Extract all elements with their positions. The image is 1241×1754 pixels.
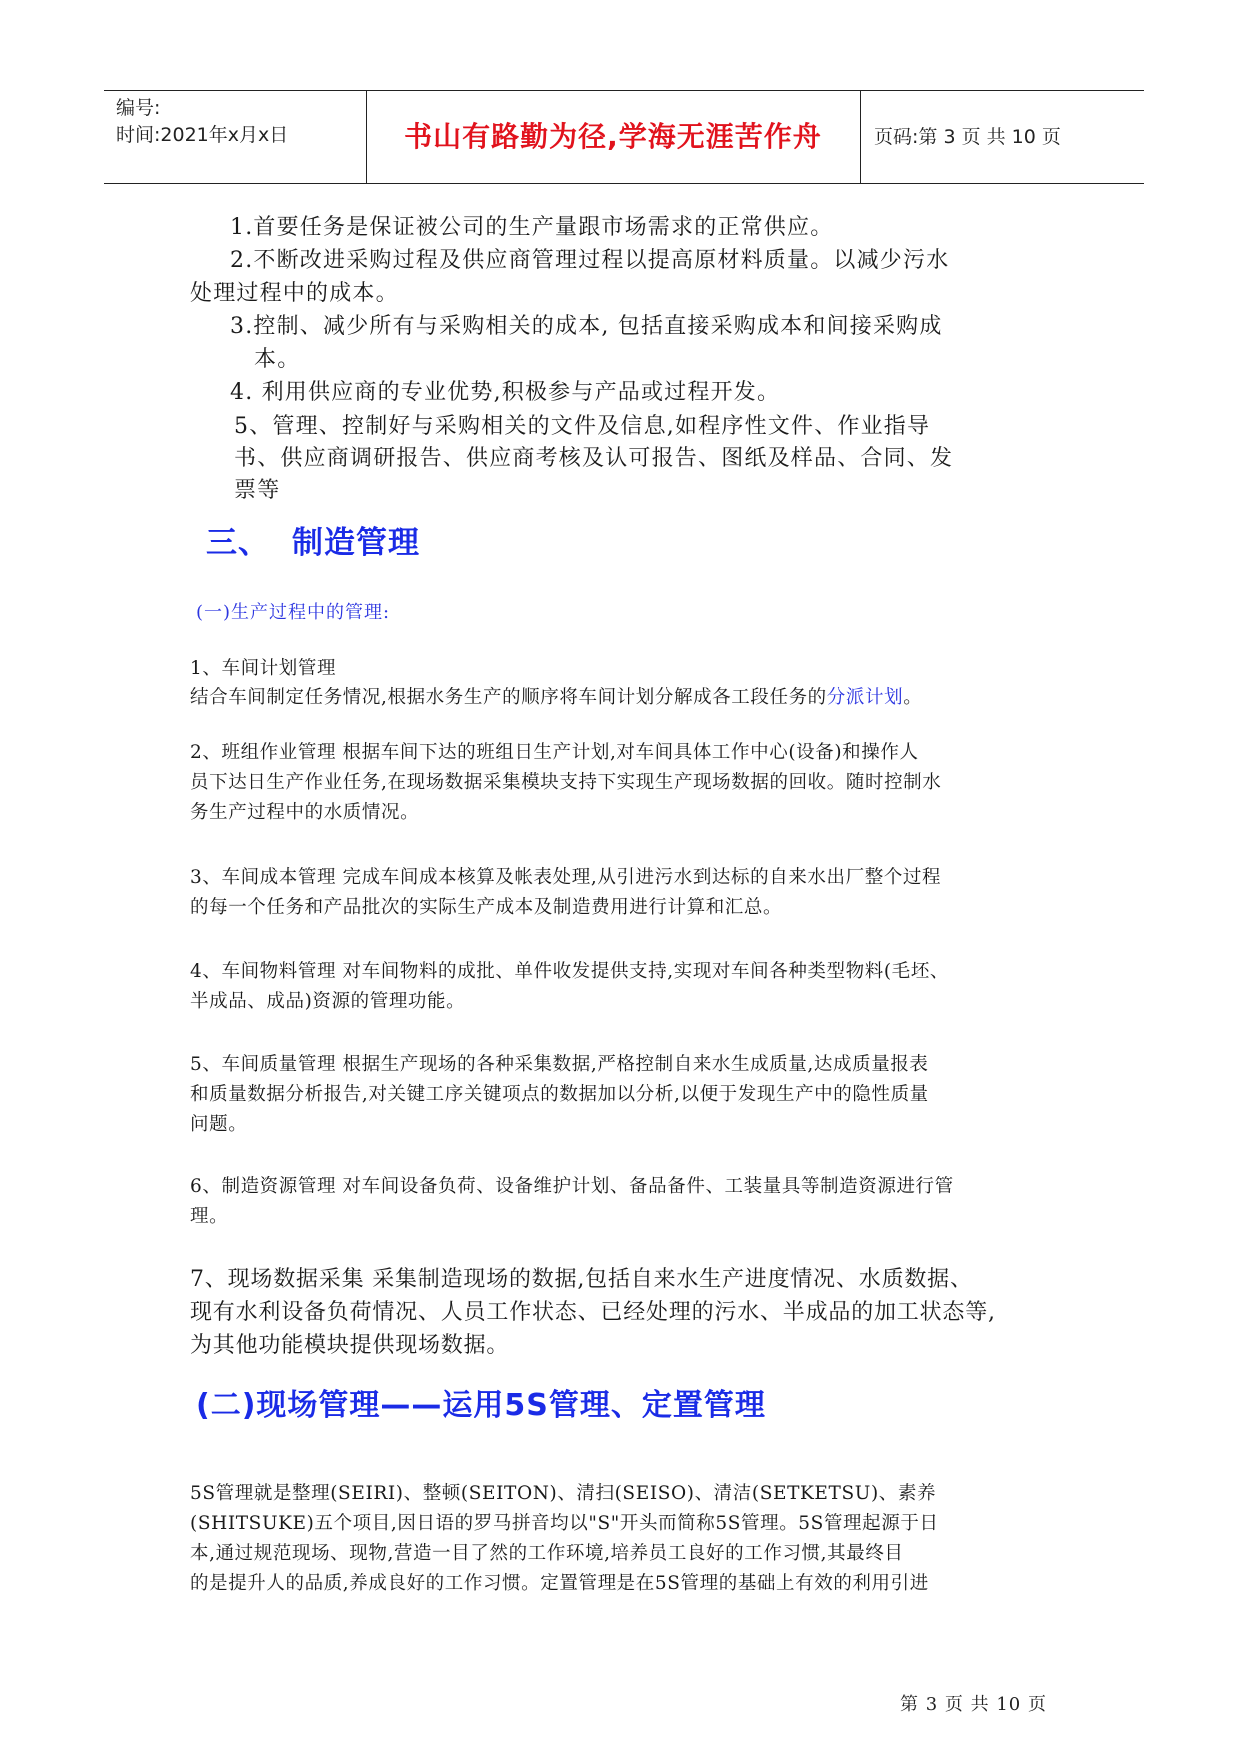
header-motto: 书山有路勤为径,学海无涯苦作舟: [404, 120, 822, 153]
task-line: 4. 利用供应商的专业优势,积极参与产品或过程开发。: [230, 380, 781, 405]
header-meta: [116, 95, 288, 149]
task-line: 票等: [234, 478, 281, 503]
task-line: 1.首要任务是保证被公司的生产量跟市场需求的正常供应。: [230, 215, 834, 240]
item-text: 6、制造资源管理 对车间设备负荷、设备维护计划、备品备件、工装量具等制造资源进行管: [190, 1176, 954, 1197]
task-line: 3.控制、减少所有与采购相关的成本, 包括直接采购成本和间接采购成: [230, 314, 943, 339]
item-text: 2、班组作业管理 根据车间下达的班组日生产计划,对车间具体工作中心(设备)和操作人: [190, 742, 919, 763]
paragraph-line: 本,通过规范现场、现物,营造一目了然的工作环境,培养员工良好的工作习惯,其最终目: [190, 1543, 904, 1564]
item-text: 现有水利设备负荷情况、人员工作状态、已经处理的污水、半成品的加工状态等,: [190, 1300, 996, 1325]
subsection-heading-2: (二)现场管理——运用5S管理、定置管理: [196, 1388, 766, 1423]
item-text: 理。: [190, 1206, 229, 1227]
task-line: 本。: [254, 347, 301, 372]
dispatch-plan-link[interactable]: 分派计划: [826, 687, 904, 708]
page-footer: 第 3 页 共 10 页: [900, 1694, 1047, 1715]
doc-time-label: 时间:2021年x月x日: [116, 124, 289, 146]
item-text: 为其他功能模块提供现场数据。: [190, 1333, 510, 1358]
subsection-heading: (一)生产过程中的管理:: [196, 602, 391, 623]
task-line: 处理过程中的成本。: [190, 281, 399, 306]
item-text: 5、车间质量管理 根据生产现场的各种采集数据,严格控制自来水生成质量,达成质量报表: [190, 1054, 929, 1075]
item-text-end: 。: [903, 687, 923, 708]
item-text: 7、现场数据采集 采集制造现场的数据,包括自来水生产进度情况、水质数据、: [190, 1267, 973, 1292]
header-table: [104, 90, 1144, 184]
section-heading: [206, 517, 442, 562]
item-text: [190, 683, 922, 712]
item-text: 和质量数据分析报告,对关键工序关键项点的数据加以分析,以便于发现生产中的隐性质量: [190, 1084, 929, 1105]
task-line: 书、供应商调研报告、供应商考核及认可报告、图纸及样品、合同、发: [234, 446, 954, 471]
item-text-body: 结合车间制定任务情况,根据水务生产的顺序将车间计划分解成各工段任务的: [190, 687, 827, 708]
section-title: 制造管理: [292, 525, 420, 561]
item-text: 员下达日生产作业任务,在现场数据采集模块支持下实现生产现场数据的回收。随时控制水: [190, 772, 942, 793]
task-line: 2.不断改进采购过程及供应商管理过程以提高原材料质量。以减少污水: [230, 248, 950, 273]
paragraph-line: 的是提升人的品质,养成良好的工作习惯。定置管理是在5S管理的基础上有效的利用引进: [190, 1573, 929, 1594]
item-text: 4、车间物料管理 对车间物料的成批、单件收发提供支持,实现对车间各种类型物料(毛坯、: [190, 961, 949, 982]
doc-number-label: 编号:: [116, 97, 161, 119]
task-line: 5、管理、控制好与采购相关的文件及信息,如程序性文件、作业指导: [234, 414, 931, 439]
header-page-label: 页码:第 3 页 共 10 页: [874, 126, 1061, 148]
section-number: 三、: [206, 525, 270, 561]
item-text: 务生产过程中的水质情况。: [190, 802, 420, 823]
item-title: 1、车间计划管理: [190, 658, 337, 679]
header-divider: [366, 91, 367, 183]
paragraph-line: (SHITSUKE)五个项目,因日语的罗马拼音均以"S"开头而简称5S管理。5S管理起源于日: [190, 1513, 939, 1534]
paragraph-line: 5S管理就是整理(SEIRI)、整顿(SEITON)、清扫(SEISO)、清洁(SETKETSU)、素养: [190, 1483, 937, 1504]
header-divider: [860, 91, 861, 183]
item-text: 的每一个任务和产品批次的实际生产成本及制造费用进行计算和汇总。: [190, 897, 783, 918]
item-text: 问题。: [190, 1114, 248, 1135]
item-text: 3、车间成本管理 完成车间成本核算及帐表处理,从引进污水到达标的自来水出厂整个过程: [190, 867, 942, 888]
item-text: 半成品、成品)资源的管理功能。: [190, 991, 466, 1012]
